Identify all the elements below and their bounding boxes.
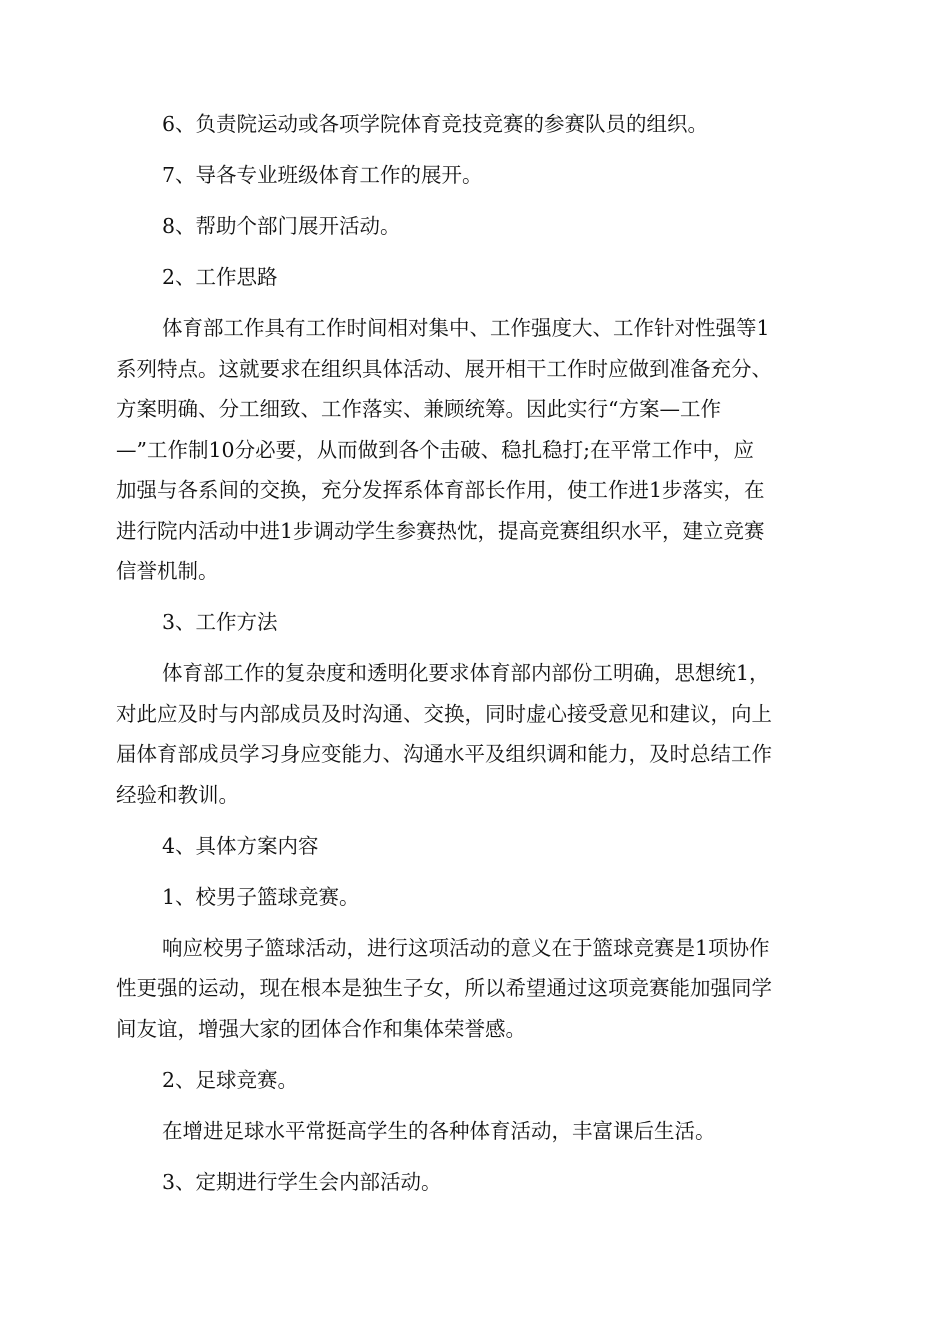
paragraph-line: —”工作制10分必要，从而做到各个击破、稳扎稳打;在平常工作中，应 [116, 437, 754, 462]
paragraph-football: 在增进足球水平常挺高学生的各种体育活动，丰富课后生活。 [162, 1118, 716, 1143]
section-heading-plan-content: 4、具体方案内容 [162, 833, 319, 858]
paragraph-line: 间友谊，增强大家的团体合作和集体荣誉感。 [116, 1016, 526, 1041]
paragraph-work-method [116, 653, 832, 815]
section-heading-work-method: 3、工作方法 [162, 610, 278, 634]
paragraph-work-approach [116, 308, 832, 592]
paragraph-line: 进行院内活动中进1步调动学生参赛热忱，提高竞赛组织水平，建立竞赛 [116, 518, 765, 543]
paragraph-line: 经验和教训。 [116, 782, 239, 807]
list-item-8: 8、帮助个部门展开活动。 [162, 214, 401, 238]
plan-item-basketball: 1、校男子篮球竞赛。 [162, 884, 360, 909]
list-item-7: 7、导各专业班级体育工作的展开。 [162, 163, 483, 187]
list-item-6: 6、负责院运动或各项学院体育竞技竞赛的参赛队员的组织。 [162, 112, 709, 136]
paragraph-line: 体育部工作的复杂度和透明化要求体育部内部份工明确，思想统1， [162, 661, 770, 685]
paragraph-line: 对此应及时与内部成员及时沟通、交换，同时虚心接受意见和建议，向上 [116, 701, 772, 726]
paragraph-line: 系列特点。这就要求在组织具体活动、展开相干工作时应做到准备充分、 [116, 356, 772, 381]
paragraph-line: 体育部工作具有工作时间相对集中、工作强度大、工作针对性强等1 [162, 316, 770, 340]
paragraph-line: 届体育部成员学习身应变能力、沟通水平及组织调和能力，及时总结工作 [116, 742, 772, 766]
paragraph-line: 加强与各系间的交换，充分发挥系体育部长作用，使工作进1步落实，在 [116, 478, 765, 502]
paragraph-line: 方案明确、分工细致、工作落实、兼顾统筹。因此实行“方案—工作 [116, 397, 721, 421]
paragraph-line: 信誉机制。 [116, 559, 219, 583]
paragraph-line: 响应校男子篮球活动，进行这项活动的意义在于篮球竞赛是1项协作 [162, 935, 770, 960]
document-page [116, 104, 832, 1202]
plan-item-internal-activities: 3、定期进行学生会内部活动。 [162, 1169, 442, 1194]
plan-item-football: 2、足球竞赛。 [162, 1067, 299, 1092]
paragraph-line: 性更强的运动，现在根本是独生子女，所以希望通过这项竞赛能加强同学 [116, 976, 772, 1000]
section-heading-work-approach: 2、工作思路 [162, 265, 278, 289]
paragraph-basketball [116, 928, 832, 1050]
